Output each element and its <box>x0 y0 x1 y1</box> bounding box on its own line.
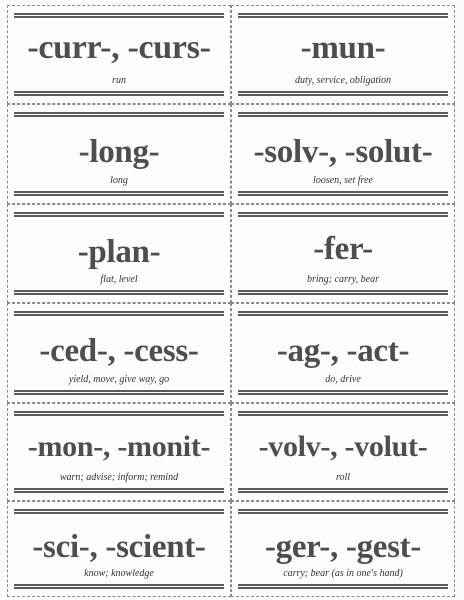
double-rule-top <box>238 13 448 18</box>
word-root: -curr-, -curs- <box>27 29 211 66</box>
word-root: -solv-, -solut- <box>253 134 433 170</box>
double-rule-bottom <box>238 191 448 196</box>
root-meaning: roll <box>335 472 351 483</box>
root-meaning: yield, move, give way, go <box>68 374 170 385</box>
double-rule-top <box>14 311 224 316</box>
flashcard <box>7 5 231 104</box>
root-meaning: flat, level <box>100 274 138 285</box>
root-meaning: carry; bear (as in one's hand) <box>283 568 403 579</box>
word-root: -long- <box>78 134 160 170</box>
flashcard <box>7 104 231 204</box>
double-rule-top <box>14 13 224 18</box>
root-meaning: long <box>110 175 128 186</box>
flashcard <box>7 204 231 303</box>
double-rule-top <box>14 509 224 514</box>
double-rule-bottom <box>238 91 448 96</box>
flashcard <box>231 303 455 403</box>
flashcard <box>231 204 455 303</box>
double-rule-top <box>14 112 224 117</box>
double-rule-bottom <box>14 390 224 395</box>
flashcard <box>7 303 231 403</box>
root-meaning: know; knowledge <box>84 568 154 579</box>
double-rule-bottom <box>14 91 224 96</box>
double-rule-top <box>14 411 224 416</box>
root-meaning: loosen, set free <box>313 175 373 186</box>
word-root: -mon-, -monit- <box>27 430 211 463</box>
flashcard <box>231 403 455 501</box>
double-rule-bottom <box>14 290 224 295</box>
double-rule-top <box>238 212 448 217</box>
double-rule-bottom <box>14 584 224 589</box>
double-rule-bottom <box>14 488 224 493</box>
double-rule-bottom <box>238 488 448 493</box>
double-rule-bottom <box>14 191 224 196</box>
word-root: -fer- <box>313 231 373 267</box>
root-meaning: do, drive <box>325 374 361 385</box>
root-meaning: run <box>112 75 126 86</box>
word-root: -ger-, -gest- <box>264 529 422 565</box>
word-root: -volv-, -volut- <box>258 430 428 463</box>
word-root: -plan- <box>77 234 161 270</box>
double-rule-top <box>238 311 448 316</box>
flashcard <box>7 403 231 501</box>
root-meaning: bring; carry, bear <box>307 274 379 285</box>
double-rule-top <box>238 509 448 514</box>
double-rule-top <box>14 212 224 217</box>
double-rule-top <box>238 411 448 416</box>
word-root: -ced-, -cess- <box>39 333 199 369</box>
double-rule-bottom <box>238 290 448 295</box>
flashcard <box>231 5 455 104</box>
root-meaning: warn; advise; inform; remind <box>59 472 179 483</box>
double-rule-top <box>238 112 448 117</box>
flashcard <box>231 501 455 597</box>
flashcard <box>7 501 231 597</box>
word-root: -ag-, -act- <box>276 333 410 369</box>
flashcard <box>231 104 455 204</box>
double-rule-bottom <box>238 390 448 395</box>
root-meaning: duty, service, obligation <box>294 75 392 86</box>
word-root: -mun- <box>300 30 386 66</box>
double-rule-bottom <box>238 584 448 589</box>
word-root: -sci-, -scient- <box>32 529 206 565</box>
